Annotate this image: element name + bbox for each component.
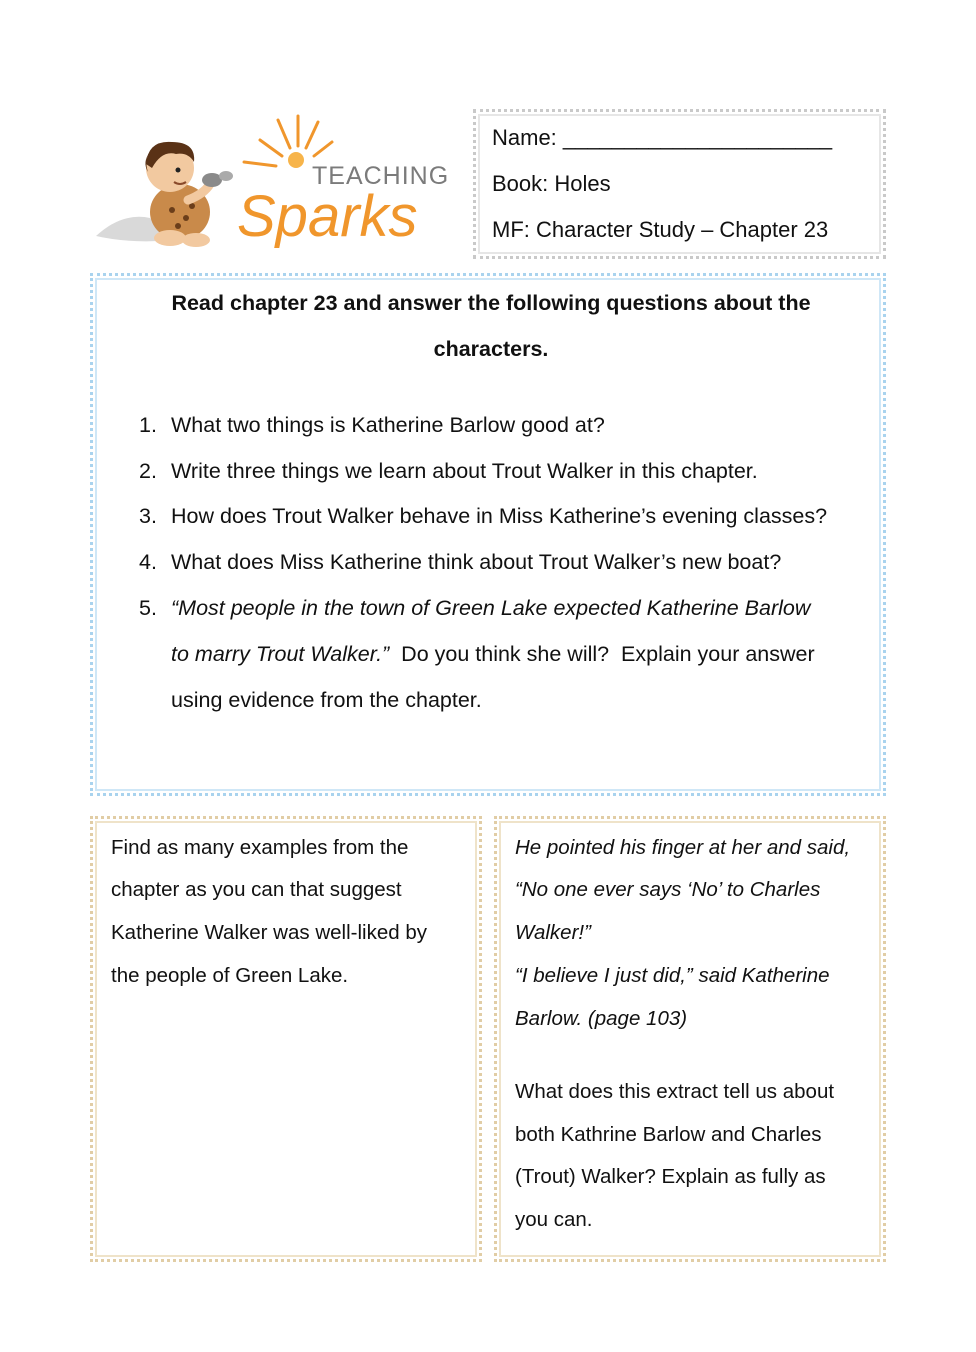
- logo-brand-bottom: Sparks: [237, 184, 418, 249]
- question-number: 5.: [139, 596, 157, 620]
- question-number: 2.: [139, 459, 157, 483]
- caveman-mascot-icon: [92, 112, 462, 257]
- extract-question-line: What does this extract tell us about: [515, 1080, 835, 1103]
- question5-rest-line2: Do you think she will? Explain your answer: [389, 642, 815, 666]
- examples-task-box: [90, 816, 482, 1262]
- extract-task-box: [494, 816, 886, 1262]
- task-text-line: Find as many examples from the: [111, 836, 409, 859]
- student-info-box: [473, 109, 886, 259]
- logo-brand-top: TEACHING: [312, 162, 450, 190]
- book-title: Book: Holes: [492, 171, 611, 196]
- task-text-line: chapter as you can that suggest: [111, 878, 402, 901]
- question5-line3: using evidence from the chapter.: [171, 688, 482, 712]
- question-text: What does Miss Katherine think about Trout Walker’s new boat?: [171, 550, 782, 574]
- question5-quote-line2: to marry Trout Walker.”: [171, 642, 390, 666]
- questions-heading-line1: Read chapter 23 and answer the following questions about the: [171, 291, 811, 315]
- task-text-line: Katherine Walker was well-liked by: [111, 921, 427, 944]
- questions-heading-line2: characters.: [433, 337, 549, 361]
- extract-quote-line: He pointed his finger at her and said,: [515, 836, 851, 859]
- extract-quote-line: “I believe I just did,” said Katherine: [515, 964, 830, 987]
- question-number: 4.: [139, 550, 157, 574]
- question-text: Write three things we learn about Trout Walker in this chapter.: [171, 459, 758, 483]
- question-number: 3.: [139, 504, 157, 528]
- question-text: How does Trout Walker behave in Miss Katherine’s evening classes?: [171, 504, 828, 528]
- question5-line2: [171, 642, 815, 667]
- extract-quote-line: Walker!”: [515, 921, 591, 944]
- question5-quote-line1: “Most people in the town of Green Lake expected Katherine Barlow: [171, 596, 811, 620]
- task-text-line: the people of Green Lake.: [111, 964, 349, 987]
- extract-question-line: both Kathrine Barlow and Charles: [515, 1123, 822, 1146]
- extract-quote-line: Barlow. (page 103): [515, 1007, 688, 1030]
- question-text: What two things is Katherine Barlow good at?: [171, 413, 605, 437]
- question-number: 1.: [139, 413, 157, 437]
- extract-question-line: you can.: [515, 1208, 593, 1231]
- worksheet-title: MF: Character Study – Chapter 23: [492, 217, 829, 242]
- extract-question-line: (Trout) Walker? Explain as fully as: [515, 1165, 826, 1188]
- teaching-sparks-logo: [92, 112, 462, 257]
- questions-box: [90, 273, 886, 796]
- extract-quote-line: “No one ever says ‘No’ to Charles: [515, 878, 821, 901]
- name-field-label: Name: ______________________: [492, 125, 833, 150]
